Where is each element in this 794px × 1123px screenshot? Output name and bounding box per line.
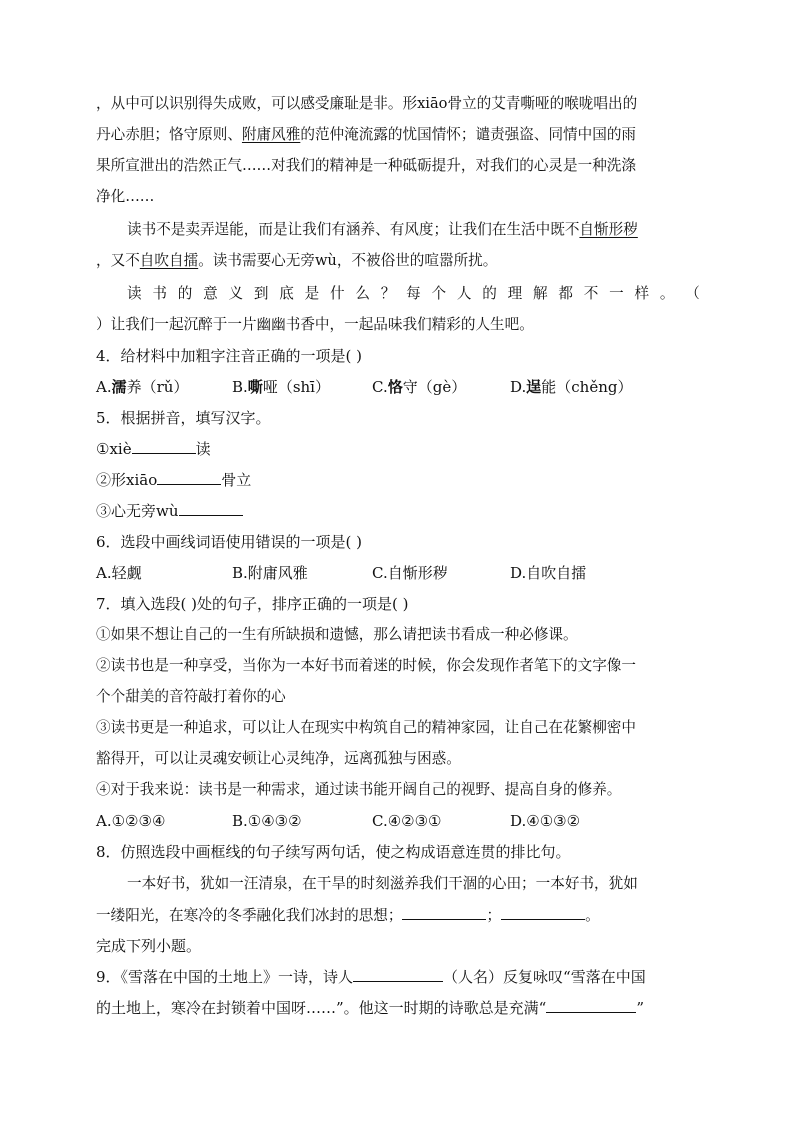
section-intro: 完成下列小题。: [96, 937, 202, 955]
question-9-line: [96, 998, 644, 1018]
passage-line: ）让我们一起沉醉于一片幽幽书香中，一起品味我们精彩的人生吧。: [96, 316, 534, 333]
option-a[interactable]: A.轻觑: [96, 564, 142, 582]
spaced-char: 什: [330, 285, 345, 302]
option-letter: C.: [372, 378, 388, 396]
underlined-term: 自惭形秽: [579, 221, 638, 238]
option-b[interactable]: [232, 377, 330, 397]
item-text: 9．《雪落在中国的土地上》一诗，诗人: [96, 968, 354, 986]
item-text: ①xiè: [96, 440, 132, 458]
option-a[interactable]: [96, 377, 188, 397]
passage-text: 的范仲淹流露的忧国情怀；谴责强盗、同情中国的雨: [300, 126, 637, 143]
passage-text: 丹心赤胆；恪守原则、: [96, 126, 242, 143]
option-b[interactable]: B.①④③②: [232, 812, 302, 830]
answer-blank[interactable]: [546, 998, 636, 1013]
item-text: ”: [636, 999, 645, 1017]
spaced-char: 的: [177, 285, 193, 302]
option-d[interactable]: D.④①③②: [510, 812, 581, 830]
answer-blank[interactable]: [179, 501, 243, 516]
option-letter: A.: [96, 378, 112, 396]
passage-line: ，从中可以识别得失成败，可以感受廉耻是非。形xiāo骨立的艾青嘶哑的喉咙唱出的: [96, 95, 638, 112]
spaced-char: 不: [583, 285, 599, 302]
sentence-1: ①如果不想让自己的一生有所缺损和遗憾，那么请把读书看成一种必修课。: [96, 626, 578, 643]
spaced-char: 解: [533, 285, 548, 302]
question-9-line: [96, 967, 646, 987]
spaced-char: 到: [253, 285, 269, 302]
item-text: 读: [195, 440, 211, 458]
answer-blank[interactable]: [157, 470, 221, 485]
spaced-char: 每: [406, 285, 421, 302]
bold-char: 逞: [526, 378, 542, 396]
item-text: 。: [585, 907, 600, 924]
sentence-3-cont: 豁得开，可以让灵魂安顿让心灵纯净，远离孤独与困惑。: [96, 750, 461, 767]
option-d[interactable]: [510, 377, 632, 397]
passage-line: [127, 220, 638, 240]
spaced-char: 一: [609, 285, 624, 302]
spaced-char: 人: [456, 285, 472, 302]
passage-spaced-line: [127, 284, 700, 304]
passage-text: 读书不是卖弄逞能，而是让我们有涵养、有风度；让我们在生活中既不: [127, 221, 580, 238]
item-text: ③心无旁wù: [96, 502, 179, 520]
item-text: 的土地上，寒冷在封锁着中国呀……”。他这一时期的诗歌总是充满“: [96, 999, 547, 1017]
item-text: ②形xiāo: [96, 471, 158, 489]
sentence-4: ④对于我来说：读书是一种需求，通过读书能开阔自己的视野、提高自身的修养。: [96, 781, 622, 798]
underlined-term: 附庸风雅: [241, 126, 301, 143]
item-text: （人名）反复咏叹“雪落在中国: [443, 968, 646, 986]
item-text: 骨立: [221, 471, 252, 489]
spaced-char: 底: [279, 285, 294, 302]
question-5-item-2: [96, 470, 251, 490]
option-c[interactable]: C.自惭形秽: [372, 564, 448, 582]
answer-blank[interactable]: [501, 905, 585, 920]
option-b[interactable]: B.附庸风雅: [232, 564, 308, 582]
option-text: 能（chěng）: [541, 378, 633, 396]
passage-line: 净化……: [96, 188, 155, 205]
option-c[interactable]: C.④②③①: [372, 812, 442, 830]
answer-blank[interactable]: [353, 967, 443, 982]
option-text: 守（gè）: [402, 378, 467, 396]
passage-text: 。读书需要心无旁wù，不被俗世的喧嚣所扰。: [198, 252, 498, 269]
sentence-3: ③读书更是一种追求，可以让人在现实中构筑自己的精神家园，让自己在花繁柳密中: [96, 719, 636, 736]
passage-text: ，又不: [96, 252, 140, 269]
passage-line: [96, 125, 636, 145]
answer-blank[interactable]: [402, 905, 486, 920]
spaced-char: ？: [380, 285, 396, 302]
spaced-char: （: [685, 285, 700, 302]
bold-char: 恪: [387, 378, 403, 396]
option-a[interactable]: A.①②③④: [96, 812, 166, 830]
question-8-stem: 8．仿照选段中画框线的句子续写两句话，使之构成语意连贯的排比句。: [96, 843, 571, 861]
option-letter: B.: [232, 378, 248, 396]
option-d[interactable]: D.自吹自擂: [510, 564, 587, 582]
answer-blank[interactable]: [132, 439, 196, 454]
question-8-line: [96, 905, 600, 926]
sentence-2-cont: 个个甜美的音符敲打着你的心: [96, 688, 286, 705]
spaced-char: 义: [228, 285, 244, 302]
option-letter: D.: [510, 378, 527, 396]
spaced-char: 都: [558, 285, 573, 302]
spaced-char: 读: [127, 285, 142, 302]
spaced-char: 的: [482, 285, 497, 302]
item-text: 一缕阳光，在寒冷的冬季融化我们冰封的思想；: [96, 907, 403, 924]
spaced-char: 么: [355, 285, 370, 302]
spaced-char: 是: [304, 285, 320, 302]
option-text: 哑（shī）: [262, 378, 330, 396]
option-text: 养（rǔ）: [126, 378, 189, 396]
bold-char: 濡: [111, 378, 127, 396]
question-8-line: 一本好书，犹如一汪清泉，在干旱的时刻滋养我们干涸的心田；一本好书，犹如: [127, 875, 638, 892]
bold-char: 嘶: [247, 378, 263, 396]
item-text: ；: [486, 907, 502, 924]
underlined-term: 自吹自擂: [139, 252, 199, 269]
question-6-stem: 6．选段中画线词语使用错误的一项是( ): [96, 533, 363, 551]
question-4-stem: 4．给材料中加粗字注音正确的一项是( ): [96, 347, 363, 365]
spaced-char: 个: [431, 285, 447, 302]
option-c[interactable]: [372, 377, 466, 397]
spaced-char: 意: [203, 285, 218, 302]
question-7-stem: 7．填入选段( )处的句子，排序正确的一项是( ): [96, 595, 409, 613]
passage-line: [96, 251, 497, 271]
question-5-item-1: [96, 439, 211, 459]
question-5-stem: 5．根据拼音，填写汉字。: [96, 409, 271, 427]
spaced-char: 。: [659, 285, 675, 302]
spaced-char: 理: [507, 285, 523, 302]
question-5-item-3: [96, 501, 243, 521]
passage-line: 果所宣泄出的浩然正气……对我们的精神是一种砥砺提升，对我们的心灵是一种洗涤: [96, 157, 636, 174]
spaced-char: 书: [152, 285, 167, 302]
spaced-char: 样: [634, 285, 650, 302]
sentence-2: ②读书也是一种享受，当你为一本好书而着迷的时候，你会发现作者笔下的文字像一: [96, 657, 636, 674]
